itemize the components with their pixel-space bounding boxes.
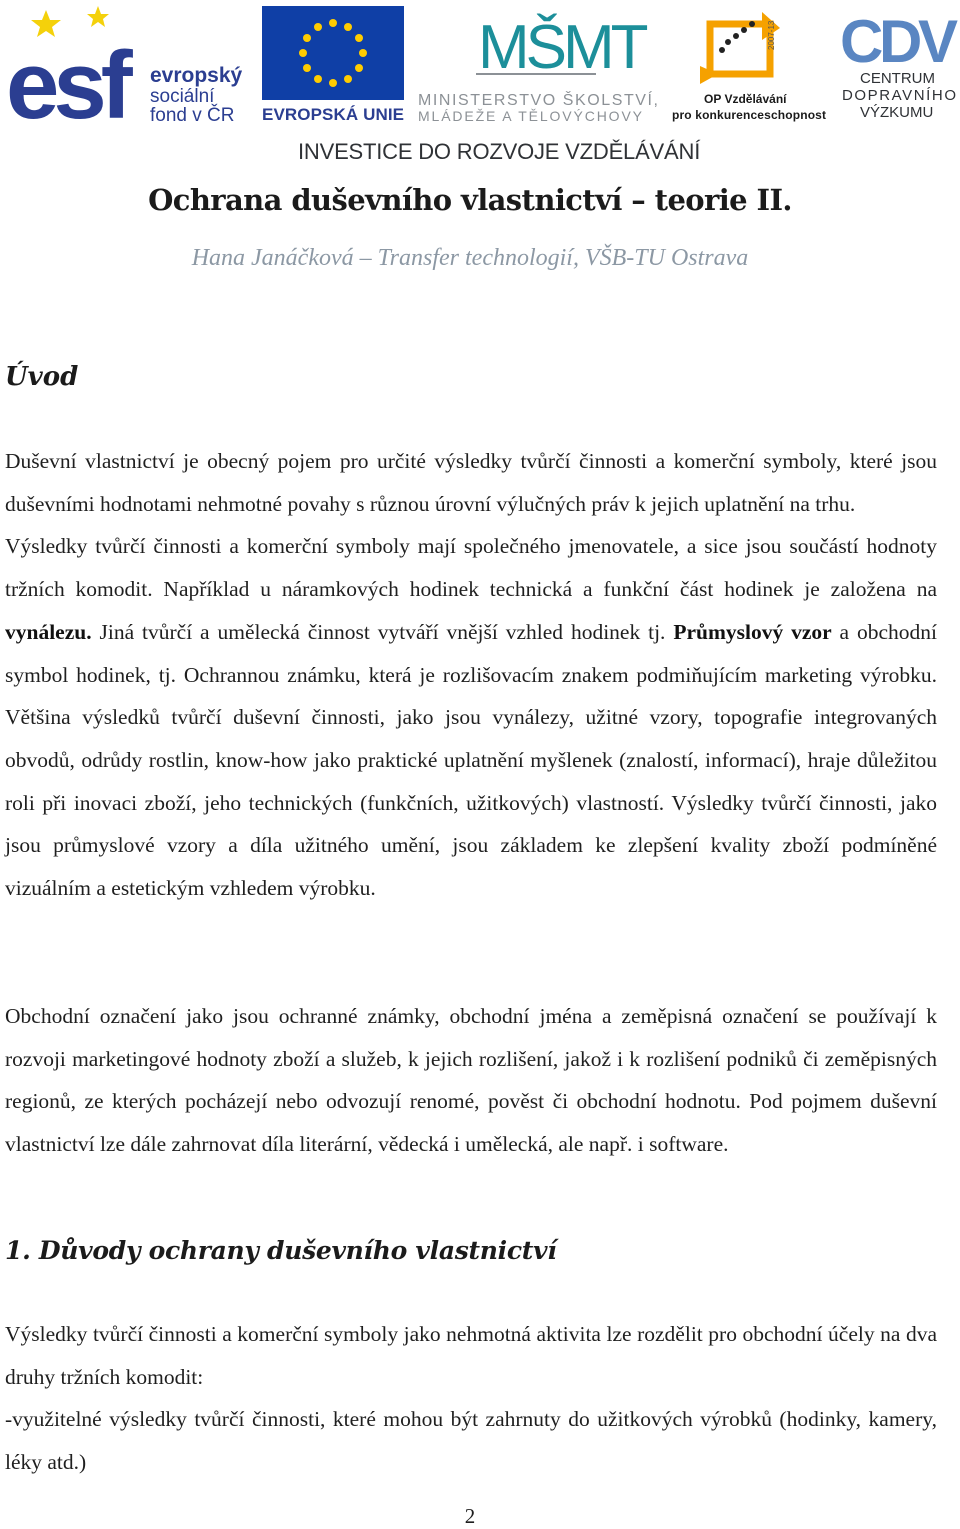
paragraph-4: Výsledky tvůrčí činnosti a komerční symboly jako nehmotná aktivita lze rozdělit pro obchodní účely na dva druhy tržních komodit: bbox=[5, 1322, 937, 1389]
document-title: Ochrana duševního vlastnictví – teorie II. bbox=[148, 183, 792, 217]
paragraph-2 bbox=[5, 525, 937, 909]
msmt-mark: MŠMT bbox=[478, 13, 645, 82]
section-1-heading: 1. Důvody ochrany duševního vlastnictví bbox=[5, 1236, 557, 1265]
cdv-line1: CENTRUM bbox=[860, 70, 935, 87]
cdv-mark: CDV bbox=[840, 8, 958, 75]
eu-logo bbox=[262, 6, 408, 124]
paragraph-2-bold-vynalezu: vynálezu. bbox=[5, 619, 92, 644]
esf-mark: esf bbox=[6, 32, 127, 139]
esf-line3: fond v ČR bbox=[150, 105, 235, 126]
cdv-line3: VÝZKUMU bbox=[860, 104, 934, 121]
op-years: 2007-13 bbox=[767, 20, 776, 50]
section-1-paragraphs bbox=[5, 1313, 937, 1484]
op-line1: OP Vzdělávání bbox=[704, 92, 787, 106]
msmt-logo bbox=[416, 2, 662, 124]
msmt-line2: MLÁDEŽE A TĚLOVÝCHOVY bbox=[418, 108, 642, 124]
cdv-line2: DOPRAVNÍHO bbox=[842, 87, 956, 104]
page-number: 2 bbox=[464, 1504, 476, 1528]
paragraph-3: Obchodní označení jako jsou ochranné známky, obchodní jména a zeměpisná označení se používají k rozvoji marketingové hodnoty zboží a služeb, k jejich rozlišení, jakož i k rozlišení podniků či zeměpisných regionů, ze kterých pocházejí nebo odvozují renomé, pověst či obchodní hodnotu. Pod pojmem duševní vlastnictví lze dále zahrnovat díla literární, vědecká i umělecká, ale např. i software. bbox=[5, 1004, 937, 1157]
paragraph-2-bold-prumyslovy-vzor: Průmyslový vzor bbox=[673, 619, 832, 644]
eu-caption: EVROPSKÁ UNIE bbox=[262, 105, 404, 124]
op-line2: pro konkurenceschopnost bbox=[672, 108, 826, 122]
esf-logo bbox=[6, 6, 250, 139]
msmt-line1: MINISTERSTVO ŠKOLSTVÍ, bbox=[418, 92, 658, 109]
paragraph-2-part3: a obchodní symbol hodinek, tj. Ochrannou známku, která je rozlišovacím znakem podmiňujícím marketing výrobku. Většina výsledků tvůrčí duševní činnosti, jako jsou vynálezy, užitné vzory, topografie integrovaných obvodů, odrůdy rostlin, know-how jako praktické uplatnění myšlenek (znalostí, informací), hraje důležitou roli při inovaci zboží, jeho technických (funkčních, užitkových) vlastností. Výsledky tvůrčí činnosti, jako jsou průmyslové vzory a díla užitného umění, jsou základem ke zlepšení kvality zboží podmíněné vizuálním a estetickým vzhledem výrobku. bbox=[5, 619, 938, 901]
esf-line2: sociální bbox=[150, 86, 215, 107]
intro-heading: Úvod bbox=[5, 362, 79, 392]
cdv-logo bbox=[838, 4, 960, 126]
logo-band bbox=[0, 0, 960, 139]
document-subtitle: Hana Janáčková – Transfer technologií, VŠB-TU Ostrava bbox=[191, 245, 749, 271]
op-logo bbox=[670, 4, 830, 126]
investice-tagline: INVESTICE DO ROZVOJE VZDĚLÁVÁNÍ bbox=[298, 139, 701, 164]
paragraph-2-part2: Jiná tvůrčí a umělecká činnost vytváří vnější vzhled hodinek tj. bbox=[91, 619, 674, 644]
intro-paragraphs bbox=[5, 440, 937, 910]
esf-line1: evropský bbox=[150, 64, 243, 87]
paragraph-5: -využitelné výsledky tvůrčí činnosti, které mohou být zahrnuty do užitkových výrobků (hodinky, kamery, léky atd.) bbox=[5, 1407, 937, 1475]
paragraph-2-part1: Výsledky tvůrčí činnosti a komerční symboly mají společného jmenovatele, a sice jsou součástí hodnoty tržních komodit. Například u náramkových hodinek technická a funkční část hodinek je založena na bbox=[5, 534, 937, 602]
paragraph-1: Duševní vlastnictví je obecný pojem pro určité výsledky tvůrčí činnosti a komerční symboly, které jsou duševními hodnotami nehmotné povahy s různou úrovní výlučných práv k jejich uplatnění na trhu. bbox=[5, 449, 937, 516]
